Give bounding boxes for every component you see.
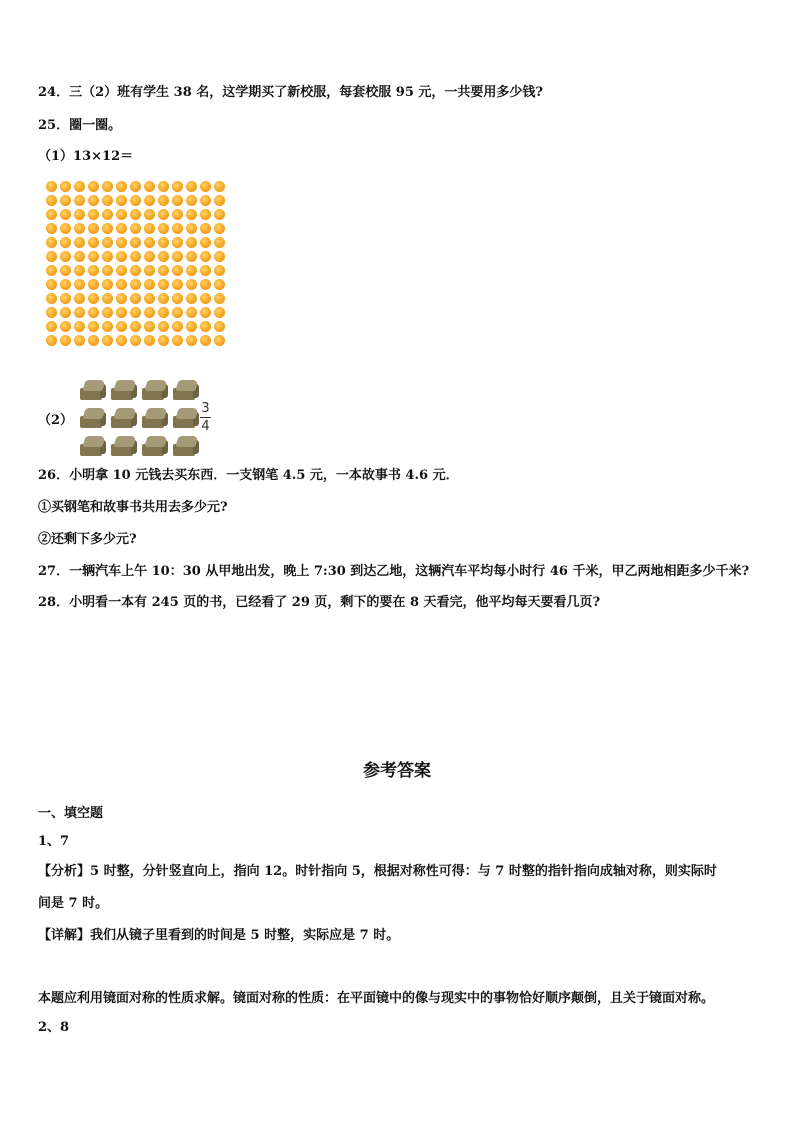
coin-icon [88,181,99,192]
coin-icon [46,237,57,248]
coin-icon [186,265,197,276]
coin-icon [144,209,155,220]
coin-icon [158,321,169,332]
coin-icon [130,209,141,220]
coin-icon [200,209,211,220]
coin-icon [88,279,99,290]
brick-icon [80,380,106,402]
coin-icon [116,251,127,262]
coin-icon [186,279,197,290]
coin-icon [74,223,85,234]
answers-section-heading: 一、填空题 [38,806,104,821]
coin-icon [172,321,183,332]
coin-icon [46,307,57,318]
coin-icon [88,293,99,304]
coin-icon [88,223,99,234]
brick-icon [80,408,106,430]
coin-icon [102,237,113,248]
coin-icon [60,181,71,192]
coin-icon [130,293,141,304]
answers-title: 参考答案 [363,761,431,781]
coin-icon [116,237,127,248]
coin-icon [60,321,71,332]
coin-icon [88,251,99,262]
coin-icon [88,237,99,248]
coin-icon [102,181,113,192]
coin-icon [186,223,197,234]
coin-icon [200,293,211,304]
coin-icon [130,251,141,262]
coin-icon [46,293,57,304]
coin-icon [60,251,71,262]
answer-1-analysis-line-2: 间是 7 时。 [38,896,109,911]
coin-icon [158,307,169,318]
coin-icon [144,223,155,234]
coin-icon [172,209,183,220]
answer-1: 1、7 [38,834,70,849]
coin-icon [60,209,71,220]
answer-1-analysis-line-1: 【分析】5 时整，分针竖直向上，指向 12。时针指向 5，根据对称性可得：与 7 时整的指针指向成轴对称，则实际时 [38,864,717,879]
coin-icon [102,321,113,332]
coin-icon [144,195,155,206]
coin-icon [46,321,57,332]
coin-icon [200,279,211,290]
coin-icon [144,181,155,192]
coin-icon [116,307,127,318]
coin-icon [200,321,211,332]
coin-icon [130,279,141,290]
coin-icon [130,223,141,234]
question-27: 27．一辆汽车上午 10：30 从甲地出发，晚上 7:30 到达乙地，这辆汽车平均每小时行 46 千米，甲乙两地相距多少千米? [38,564,750,579]
brick-icon [173,436,199,458]
coin-icon [116,195,127,206]
coin-icon [144,293,155,304]
coin-icon [74,209,85,220]
coin-icon [200,181,211,192]
coin-icon [74,265,85,276]
question-25-part-1: （1）13×12＝ [38,149,134,164]
coin-icon [214,237,225,248]
coin-icon [88,265,99,276]
answer-1-detail: 【详解】我们从镜子里看到的时间是 5 时整，实际应是 7 时。 [38,928,400,943]
coin-icon [186,321,197,332]
coin-icon [88,209,99,220]
coin-icon [46,251,57,262]
coin-icon [186,237,197,248]
coin-icon [172,293,183,304]
brick-icon [111,380,137,402]
brick-icon [111,408,137,430]
coin-icon [172,279,183,290]
three-quarters-fraction [200,401,211,434]
coin-icon [158,251,169,262]
coin-icon [102,209,113,220]
coin-icon [186,335,197,346]
coin-icon [46,223,57,234]
coin-icon [116,223,127,234]
coin-icon [200,251,211,262]
coin-icon [186,195,197,206]
coin-icon [214,307,225,318]
coin-icon [74,335,85,346]
coin-icon [172,237,183,248]
coin-icon [158,279,169,290]
coin-icon [158,237,169,248]
coin-icon [74,181,85,192]
coin-icon [46,209,57,220]
coin-icon [186,307,197,318]
coin-icon [60,307,71,318]
brick-icon [111,436,137,458]
coin-icon [102,195,113,206]
question-25-part-2-label: （2） [38,413,74,428]
coin-icon [200,223,211,234]
coin-icon [130,321,141,332]
coin-icon [200,195,211,206]
coin-icon [200,335,211,346]
coin-icon [172,251,183,262]
coin-icon [60,279,71,290]
coin-icon [74,237,85,248]
coin-icon [116,209,127,220]
coin-icon [144,321,155,332]
coin-icon [46,279,57,290]
coin-icon [158,181,169,192]
coin-icon [60,195,71,206]
brick-icon [142,380,168,402]
coin-icon [172,181,183,192]
coin-icon [158,265,169,276]
coin-icon [116,335,127,346]
coin-icon [214,293,225,304]
coin-icon [116,321,127,332]
coin-icon [200,237,211,248]
coin-icon [214,279,225,290]
coin-icon [130,181,141,192]
coin-icon [214,251,225,262]
coin-icon [116,293,127,304]
coin-icon [144,279,155,290]
coin-icon [200,265,211,276]
answer-2: 2、8 [38,1020,70,1035]
coin-icon [186,293,197,304]
coin-icon [144,307,155,318]
coin-icon [116,265,127,276]
coin-icon [158,209,169,220]
brick-grid-image [80,377,202,461]
coin-icon [130,335,141,346]
brick-icon [142,436,168,458]
coin-icon [172,307,183,318]
coin-icon [74,279,85,290]
coin-icon [214,321,225,332]
coin-icon [144,335,155,346]
coin-icon [74,321,85,332]
coin-icon [158,223,169,234]
question-26-part-2: ②还剩下多少元? [38,532,137,547]
coin-icon [186,209,197,220]
coin-icon [214,209,225,220]
coin-icon [88,335,99,346]
answer-1-note: 本题应利用镜面对称的性质求解。镜面对称的性质：在平面镜中的像与现实中的事物恰好顺序颠倒，且关于镜面对称。 [38,991,715,1006]
coin-icon [130,237,141,248]
coin-icon [130,265,141,276]
coin-icon [172,265,183,276]
brick-icon [173,408,199,430]
coin-icon [102,223,113,234]
coin-icon [74,195,85,206]
coin-icon [60,223,71,234]
coin-icon [172,223,183,234]
coin-icon [186,251,197,262]
fraction-numerator: 3 [201,401,210,416]
coin-icon [158,335,169,346]
coin-icon [144,265,155,276]
question-25: 25．圈一圈。 [38,118,122,133]
coin-icon [60,237,71,248]
coin-icon [130,195,141,206]
coin-icon [74,251,85,262]
coin-icon [46,181,57,192]
coin-icon [60,335,71,346]
coin-icon [102,279,113,290]
question-28: 28．小明看一本有 245 页的书，已经看了 29 页，剩下的要在 8 天看完，他平均每天要看几页? [38,595,601,610]
coin-icon [60,265,71,276]
coin-icon [102,335,113,346]
coin-icon [214,265,225,276]
coin-icon [46,265,57,276]
coin-icon [88,321,99,332]
coin-icon [214,335,225,346]
coin-icon [74,307,85,318]
coin-icon [200,307,211,318]
coin-icon [186,181,197,192]
coin-icon [172,335,183,346]
coin-icon [102,251,113,262]
coin-icon [130,307,141,318]
coin-icon [74,293,85,304]
question-26-part-1: ①买钢笔和故事书共用去多少元? [38,500,228,515]
brick-icon [80,436,106,458]
coin-icon [88,307,99,318]
coin-icon [172,195,183,206]
fraction-bar [200,417,211,418]
coin-icon [158,293,169,304]
brick-icon [142,408,168,430]
coin-icon [102,293,113,304]
coin-icon [158,195,169,206]
coin-icon [60,293,71,304]
coin-icon [102,265,113,276]
coin-icon [46,195,57,206]
coin-icon [214,223,225,234]
coin-icon [102,307,113,318]
coin-icon [144,251,155,262]
fraction-denominator: 4 [201,419,210,434]
question-24: 24．三（2）班有学生 38 名，这学期买了新校服，每套校服 95 元，一共要用多少钱? [38,85,544,100]
coin-icon [116,181,127,192]
question-26: 26．小明拿 10 元钱去买东西．一支钢笔 4.5 元，一本故事书 4.6 元． [38,468,459,483]
coin-icon [88,195,99,206]
brick-icon [173,380,199,402]
coin-icon [144,237,155,248]
coin-icon [116,279,127,290]
coin-grid-image [46,181,226,347]
coin-icon [214,195,225,206]
coin-icon [214,181,225,192]
coin-icon [46,335,57,346]
